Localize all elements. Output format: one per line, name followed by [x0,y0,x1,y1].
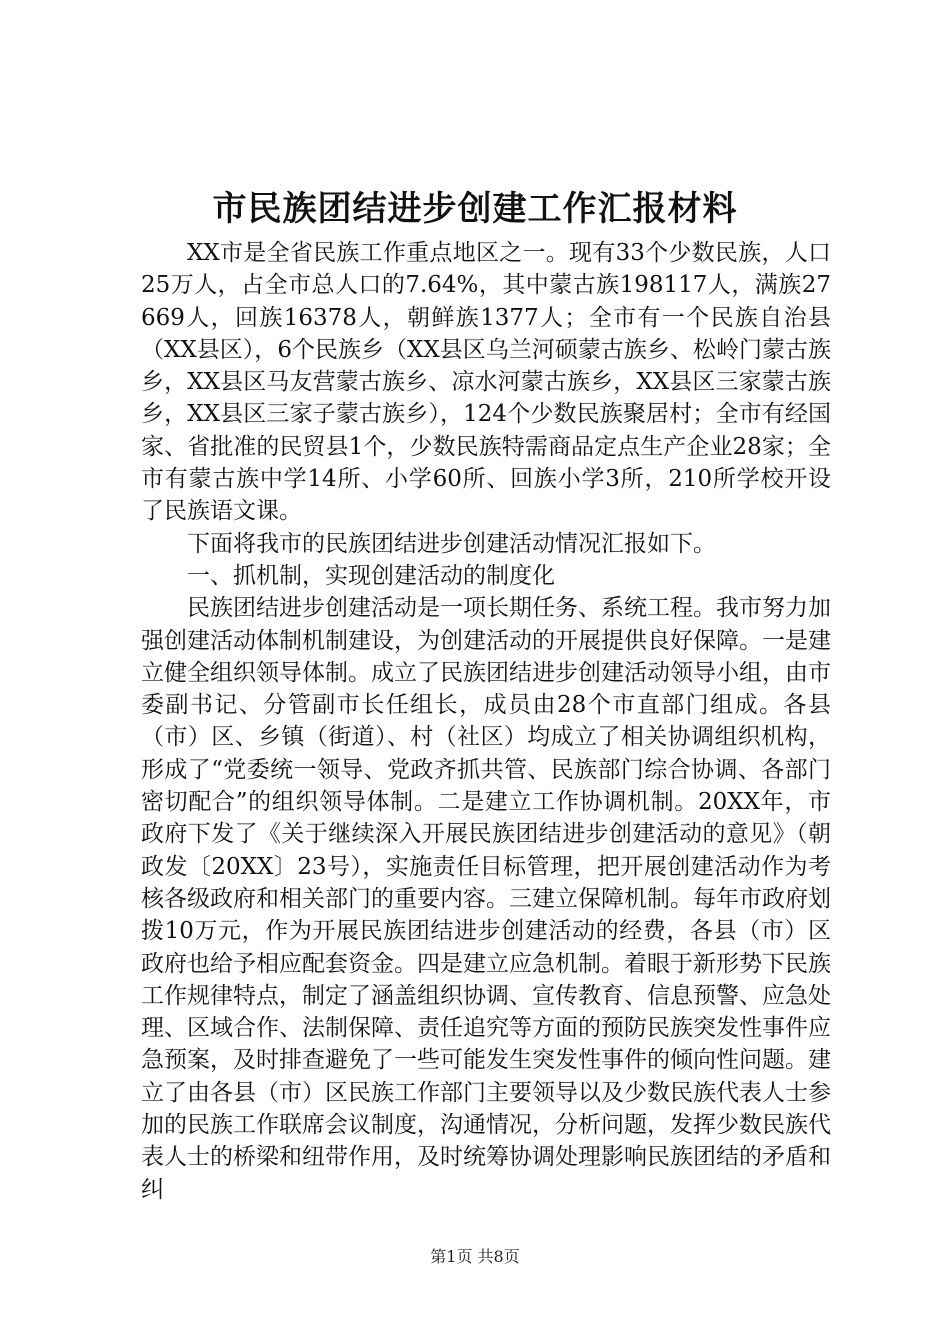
document-body [141,237,831,1206]
paragraph-report-lead: 下面将我市的民族团结进步创建活动情况汇报如下。 [187,530,716,557]
paragraph-intro: XX市是全省民族工作重点地区之一。现有33个少数民族，人口25万人，占全市总人口的7.64%，其中蒙古族198117人，满族27669人，回族16378人，朝鲜族1377人；全市有一个民族自治县（XX县区），6个民族乡（XX县区乌兰河硕蒙古族乡、松岭门蒙古族乡，XX县区马友营蒙古族乡、凉水河蒙古族乡，XX县区三家蒙古族乡，XX县区三家子蒙古族乡），124个少数民族聚居村；全市有经国家、省批准的民贸县1个，少数民族特需商品定点生产企业28家；全市有蒙古族中学14所、小学60所、回族小学3所，210所学校开设了民族语文课。 [141,240,831,525]
page-footer: 第1页 共8页 [430,1247,520,1266]
paragraph-mechanism: 民族团结进步创建活动是一项长期任务、系统工程。我市努力加强创建活动体制机制建设，为创建活动的开展提供良好保障。一是建立健全组织领导体制。成立了民族团结进步创建活动领导小组，由市委副书记、分管副市长任组长，成员由28个市直部门组成。各县（市）区、乡镇（街道）、村（社区）均成立了相关协调组织机构，形成了“党委统一领导、党政齐抓共管、民族部门综合协调、各部门密切配合”的组织领导体制。二是建立工作协调机制。20XX年，市政府下发了《关于继续深入开展民族团结进步创建活动的意见》（朝政发〔20XX〕23号），实施责任目标管理，把开展创建活动作为考核各级政府和相关部门的重要内容。三建立保障机制。每年市政府划拨10万元，作为开展民族团结进步创建活动的经费，各县（市）区政府也给予相应配套资金。四是建立应急机制。着眼于新形势下民族工作规律特点，制定了涵盖组织协调、宣传教育、信息预警、应急处理、区域合作、法制保障、责任追究等方面的预防民族突发性事件应急预案，及时排查避免了一些可能发生突发性事件的倾向性问题。建立了由各县（市）区民族工作部门主要领导以及少数民族代表人士参加的民族工作联席会议制度，沟通情况，分析问题，发挥少数民族代表人士的桥梁和纽带作用，及时统筹协调处理影响民族团结的矛盾和纠 [141,595,831,1203]
section-heading-1: 一、抓机制，实现创建活动的制度化 [187,562,555,589]
document-title: 市民族团结进步创建工作汇报材料 [212,189,738,229]
